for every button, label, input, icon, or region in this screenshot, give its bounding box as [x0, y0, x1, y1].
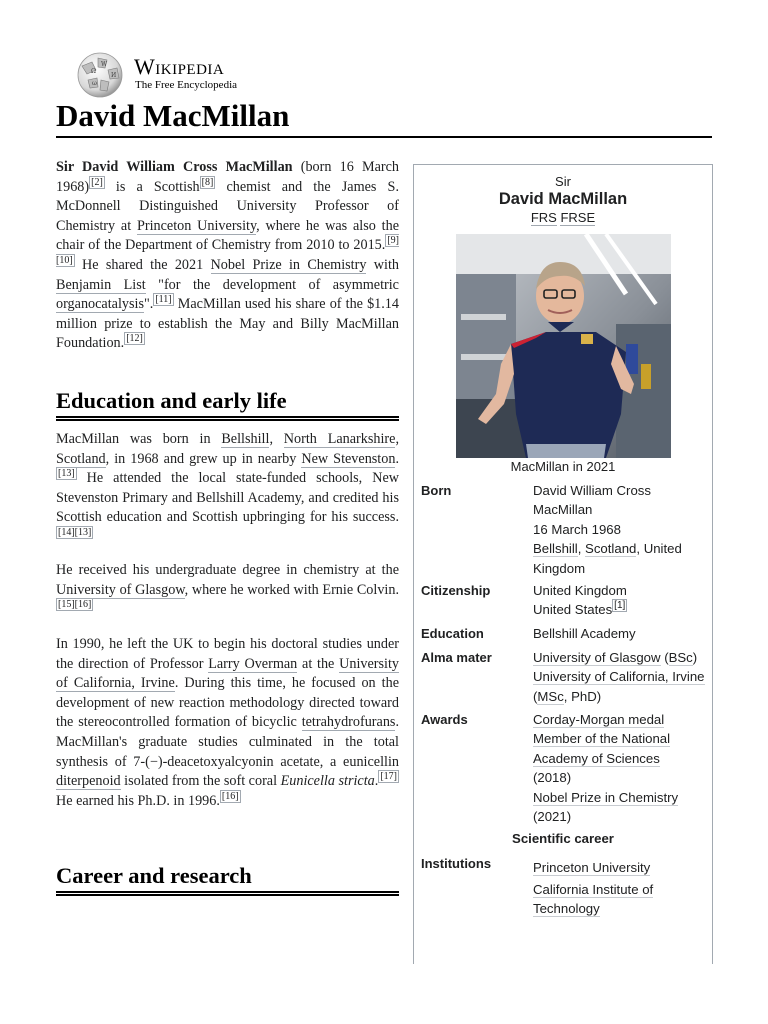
citation[interactable]: [1] [614, 600, 626, 612]
body-text: He attended the local state-funded schools, New Stevenston Primary and Bellshill Academy, and credited his Scottish education and Scottish upbringing for his success. [56, 470, 399, 526]
link-princeton[interactable]: Princeton University [533, 860, 651, 875]
infobox-postnominals [414, 210, 712, 225]
link-frs[interactable]: FRS [530, 210, 557, 225]
body-text: , where he worked with Ernie Colvin. [184, 581, 399, 598]
link-scotland[interactable]: Scotland [56, 450, 106, 467]
heading-education: Education and early life [56, 388, 287, 413]
birth-name: David William Cross MacMillan [533, 483, 651, 518]
body-text: . [374, 773, 379, 790]
wikipedia-globe-logo[interactable] [74, 52, 126, 98]
education-paragraph-1 [56, 430, 399, 548]
body-text: , [269, 431, 284, 447]
education-paragraph-2 [56, 561, 399, 620]
value-born [533, 481, 709, 578]
title-divider [56, 136, 712, 138]
body-text: isolated from the soft coral [120, 773, 281, 790]
label-born: Born [421, 483, 452, 498]
body-text: , in 1968 and grew up in nearby [105, 450, 302, 467]
value-institutions [533, 857, 709, 918]
citation[interactable]: [9][10] [56, 235, 399, 266]
birth-place: Bellshill, Scotland, United Kingdom [533, 541, 682, 576]
body-text: He received his undergraduate degree in chemistry at the [56, 562, 399, 578]
link-bellshill[interactable]: Bellshill [533, 541, 578, 557]
link-uc-irvine[interactable]: University of California, Irvine [56, 655, 400, 692]
body-text: He earned his Ph.D. in 1996. [56, 792, 220, 809]
heading-career: Career and research [56, 863, 252, 888]
citation[interactable]: [13] [58, 468, 75, 480]
link-frse[interactable]: FRSE [560, 210, 596, 225]
body-text: MacMillan was born in [56, 431, 222, 447]
link-msc[interactable]: MSc [537, 688, 564, 704]
photo-caption: MacMillan in 2021 [510, 459, 616, 474]
link-bellshill[interactable]: Bellshill [221, 431, 270, 447]
wikipedia-tagline: The Free Encyclopedia [135, 79, 238, 91]
award-year: (2021) [533, 809, 572, 825]
heading-divider [56, 891, 399, 896]
section-scientific-career: Scientific career [512, 831, 614, 846]
link-nobel-prize[interactable]: Nobel Prize in Chemistry [533, 789, 679, 805]
value-awards [533, 710, 709, 826]
lead-text: MacMillan used his share of the $1.14 million prize to establish the May and Billy MacMillan Foundation. [56, 296, 399, 352]
label-institutions: Institutions [421, 856, 492, 871]
infobox [413, 164, 713, 964]
citation[interactable]: [16] [221, 790, 239, 802]
link-scotland[interactable]: Scotland [585, 541, 637, 557]
label-awards: Awards [421, 712, 468, 727]
body-text: at the [297, 655, 340, 672]
body-text: , [395, 431, 399, 447]
species-name: Eunicella stricta [280, 773, 375, 790]
lead-text: (born 16 March 1968) [56, 159, 399, 195]
value-alma-mater: University of Glasgow (BSc) University of California, Irvine (MSc, PhD) [533, 650, 705, 704]
link-new-stevenston[interactable]: New Stevenston [301, 450, 396, 467]
link-tetrahydrofurans[interactable]: tetrahydrofurans [301, 714, 396, 731]
body-text: . MacMillan's graduate studies culminated in the total synthesis of 7-(−)-deacetoxyalcyonin acetate, a eunicellin [56, 714, 399, 770]
lead-text: ". [144, 296, 154, 313]
label-alma-mater: Alma mater [421, 650, 492, 665]
citizenship-us: United States [1] [533, 600, 626, 618]
value-citizenship [533, 581, 709, 620]
award-year: (2018) [533, 770, 572, 786]
label-citizenship: Citizenship [421, 583, 491, 598]
link-uc-irvine[interactable]: University of California, Irvine [533, 669, 705, 685]
body-text: . During this time, he focused on the development of new reaction methodology directed toward the stereocontrolled formation of bicyclic [56, 675, 399, 731]
citation[interactable]: [11] [155, 294, 172, 306]
link-bsc[interactable]: BSc [668, 650, 693, 665]
body-text: In 1990, he left the UK to begin his doctoral studies under the direction of Professor [56, 636, 399, 672]
svg-text:Ω: Ω [91, 68, 96, 75]
link-nobel-prize[interactable]: Nobel Prize in Chemistry [210, 256, 367, 273]
lead-text: "for the development of asymmetric [145, 276, 399, 293]
link-university-of-glasgow[interactable]: University of Glasgow [533, 650, 661, 665]
lead-paragraph [56, 158, 399, 354]
citation[interactable]: [8] [201, 176, 214, 188]
body-text: . [395, 450, 399, 467]
link-larry-overman[interactable]: Larry Overman [208, 655, 298, 672]
value-education: Bellshill Academy [533, 626, 636, 641]
link-university-of-glasgow[interactable]: University of Glasgow [56, 581, 185, 598]
lead-text: is a Scottish [104, 178, 200, 195]
page-title: David MacMillan [56, 98, 290, 133]
svg-text:W: W [101, 61, 108, 68]
link-organocatalysis[interactable]: organocatalysis [56, 296, 144, 313]
wikipedia-wordmark[interactable]: Wikipedia [134, 54, 225, 79]
infobox-name: David MacMillan [498, 190, 628, 208]
link-princeton[interactable]: Princeton University [136, 217, 257, 234]
infobox-honorific: Sir [555, 174, 571, 189]
link-caltech[interactable]: California Institute of Technology [533, 881, 654, 916]
education-paragraph-3 [56, 635, 399, 811]
svg-text:И: И [111, 72, 117, 79]
svg-text:ω: ω [92, 80, 97, 87]
link-nas-member[interactable]: Member of the National Academy of Sciences [533, 731, 671, 766]
heading-divider [56, 416, 399, 421]
lead-text: chemist and the James S. McDonnell Distinguished University Professor of Chemistry at [56, 178, 399, 234]
citation[interactable]: [17] [380, 771, 397, 783]
link-north-lanarkshire[interactable]: North Lanarkshire [283, 431, 396, 447]
citation[interactable]: [12] [126, 333, 143, 345]
link-corday-morgan-medal[interactable]: Corday-Morgan medal [533, 712, 665, 727]
lead-text: with [366, 256, 399, 273]
lead-text: He shared the 2021 [74, 256, 211, 273]
citizenship-uk: United Kingdom [533, 583, 627, 598]
subject-name: Sir David William Cross MacMillan [56, 159, 293, 175]
portrait-photo[interactable] [456, 234, 671, 458]
label-education: Education [421, 626, 484, 641]
citation[interactable]: [14][13] [58, 526, 92, 538]
link-benjamin-list[interactable]: Benjamin List [56, 276, 146, 293]
citation[interactable]: [2] [91, 176, 103, 188]
citation[interactable]: [15][16] [58, 599, 92, 611]
lead-text: , where he was also the chair of the Department of Chemistry from 2010 to 2015. [56, 217, 399, 254]
link-diterpenoid[interactable]: diterpenoid [56, 773, 121, 790]
birth-date: 16 March 1968 [533, 521, 621, 537]
